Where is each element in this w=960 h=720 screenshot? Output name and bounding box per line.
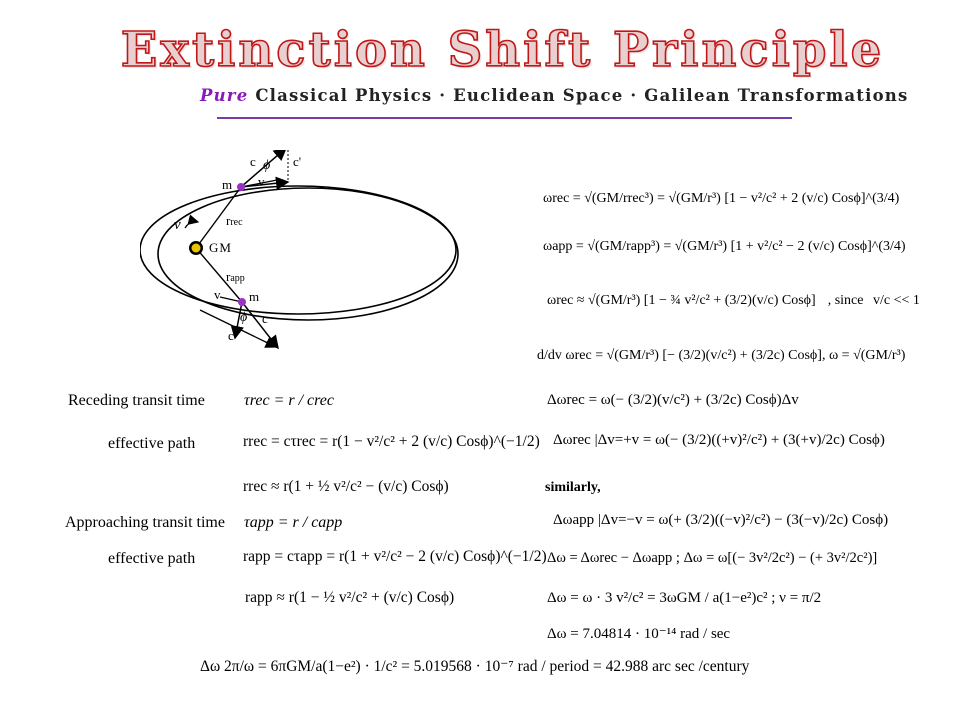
diagram-label-v-top: v [258,174,265,189]
eq-tau-rec: τrec = r / crec [244,392,334,409]
eq-omega-def: , ω = √(GM/r³) [821,348,906,363]
eq-omega-app: ωapp = √(GM/rapp³) = √(GM/r³) [1 + v²/c² − 2 (v/c) Cosϕ]^(3/4) [543,239,906,254]
similarly-label: similarly, [545,480,601,495]
eq-r-app: rapp = cτapp = r(1 + v²/c² − 2 (v/c) Cosϕ)^(−1/2) [243,548,547,565]
eq-delta-omega-numeric: Δω = 7.04814 · 10⁻¹⁴ rad / sec [547,626,731,642]
orbit-ellipse-2 [158,188,458,320]
subtitle-rest: Classical Physics · Euclidean Space · Galilean Transformations [248,86,909,105]
diagram-label-nu: ν [174,217,181,233]
eq-omega-rec-approx-main: ωrec ≈ √(GM/r³) [1 − ¾ v²/c² + (3/2)(v/c) Cosϕ] [547,293,816,308]
eq-r-app-approx: rapp ≈ r(1 − ½ v²/c² + (v/c) Cosϕ) [245,589,455,606]
eq-delta-omega-rec-plus: Δωrec |Δv=+v = ω(− (3/2)((+v)²/c²) + (3(+v)/2c) Cosϕ) [553,432,885,448]
eq-r-rec-approx: rrec ≈ r(1 + ½ v²/c² − (v/c) Cosϕ) [243,478,449,495]
eq-delta-omega-app-minus: Δωapp |Δv=−v = ω(+ (3/2)((−v)²/c²) − (3(−v)/2c) Cosϕ) [553,512,889,528]
eq-tau-app: τapp = r / capp [244,514,343,531]
approaching-label: Approaching transit time [65,514,225,531]
eq-delta-omega-diff: Δω = Δωrec − Δωapp ; Δω = ω[(− 3v²/2c²) − (+ 3v²/2c²)] [547,550,878,566]
eq-derivative [537,348,905,364]
effective-path-label-1: effective path [108,435,196,452]
diagram-label-c-bottom: c [262,311,268,326]
planet-bottom [238,298,246,306]
eq-r-rec: rrec = cτrec = r(1 − v²/c² + 2 (v/c) Cosϕ)^(−1/2) [243,433,540,450]
diagram-label-m-bottom: m [249,289,260,304]
eq-since: , since [827,293,864,308]
eq-derivative-main: d/dv ωrec = √(GM/r³) [− (3/2)(v/c²) + (3/2c) Cosϕ] [537,348,822,363]
diagram-label-gm: GM [209,240,232,255]
receding-label: Receding transit time [68,392,205,409]
orbit-diagram [140,150,470,360]
diagram-label-phi-top: ϕ [263,158,271,173]
diagram-label-r-rec: rrec [226,213,243,228]
diagram-label-c-top: c [250,154,256,169]
eq-delta-omega-rec: Δωrec = ω(− (3/2)(v/c²) + (3/2c) Cosϕ)Δv [547,392,799,408]
slide-subtitle [200,86,909,105]
eq-condition: v/c << 1 [872,293,920,308]
slide-title: Extinction Shift Principle [120,22,885,78]
title-rule [217,117,792,119]
c-arrow-bottom [242,302,278,348]
eq-delta-omega-result: Δω = ω · 3 v²/c² = 3ωGM / a(1−e²)c² ; ν = π/2 [547,590,822,606]
effective-path-label-2: effective path [108,550,196,567]
diagram-label-r-app: rapp [226,269,245,284]
nu-arc [185,222,198,228]
gm-sun-inner [192,244,201,253]
eq-omega-rec: ωrec = √(GM/rrec³) = √(GM/r³) [1 − v²/c² + 2 (v/c) Cosϕ]^(3/4) [543,191,900,206]
eq-omega-rec-approx [547,293,920,309]
bottom-result-equation: Δω 2π/ω = 6πGM/a(1−e²) · 1/c² = 5.019568 · 10⁻⁷ rad / period = 42.988 arc sec /century [200,658,750,675]
diagram-label-phi-bottom: ϕ [240,310,248,325]
diagram-label-v-bottom: v [214,287,221,302]
diagram-label-cprime-top: c' [293,154,302,169]
diagram-label-cprime-bottom: c' [228,328,237,343]
diagram-label-m-top: m [222,177,233,192]
planet-top [237,183,245,191]
subtitle-pure: Pure [200,86,249,105]
